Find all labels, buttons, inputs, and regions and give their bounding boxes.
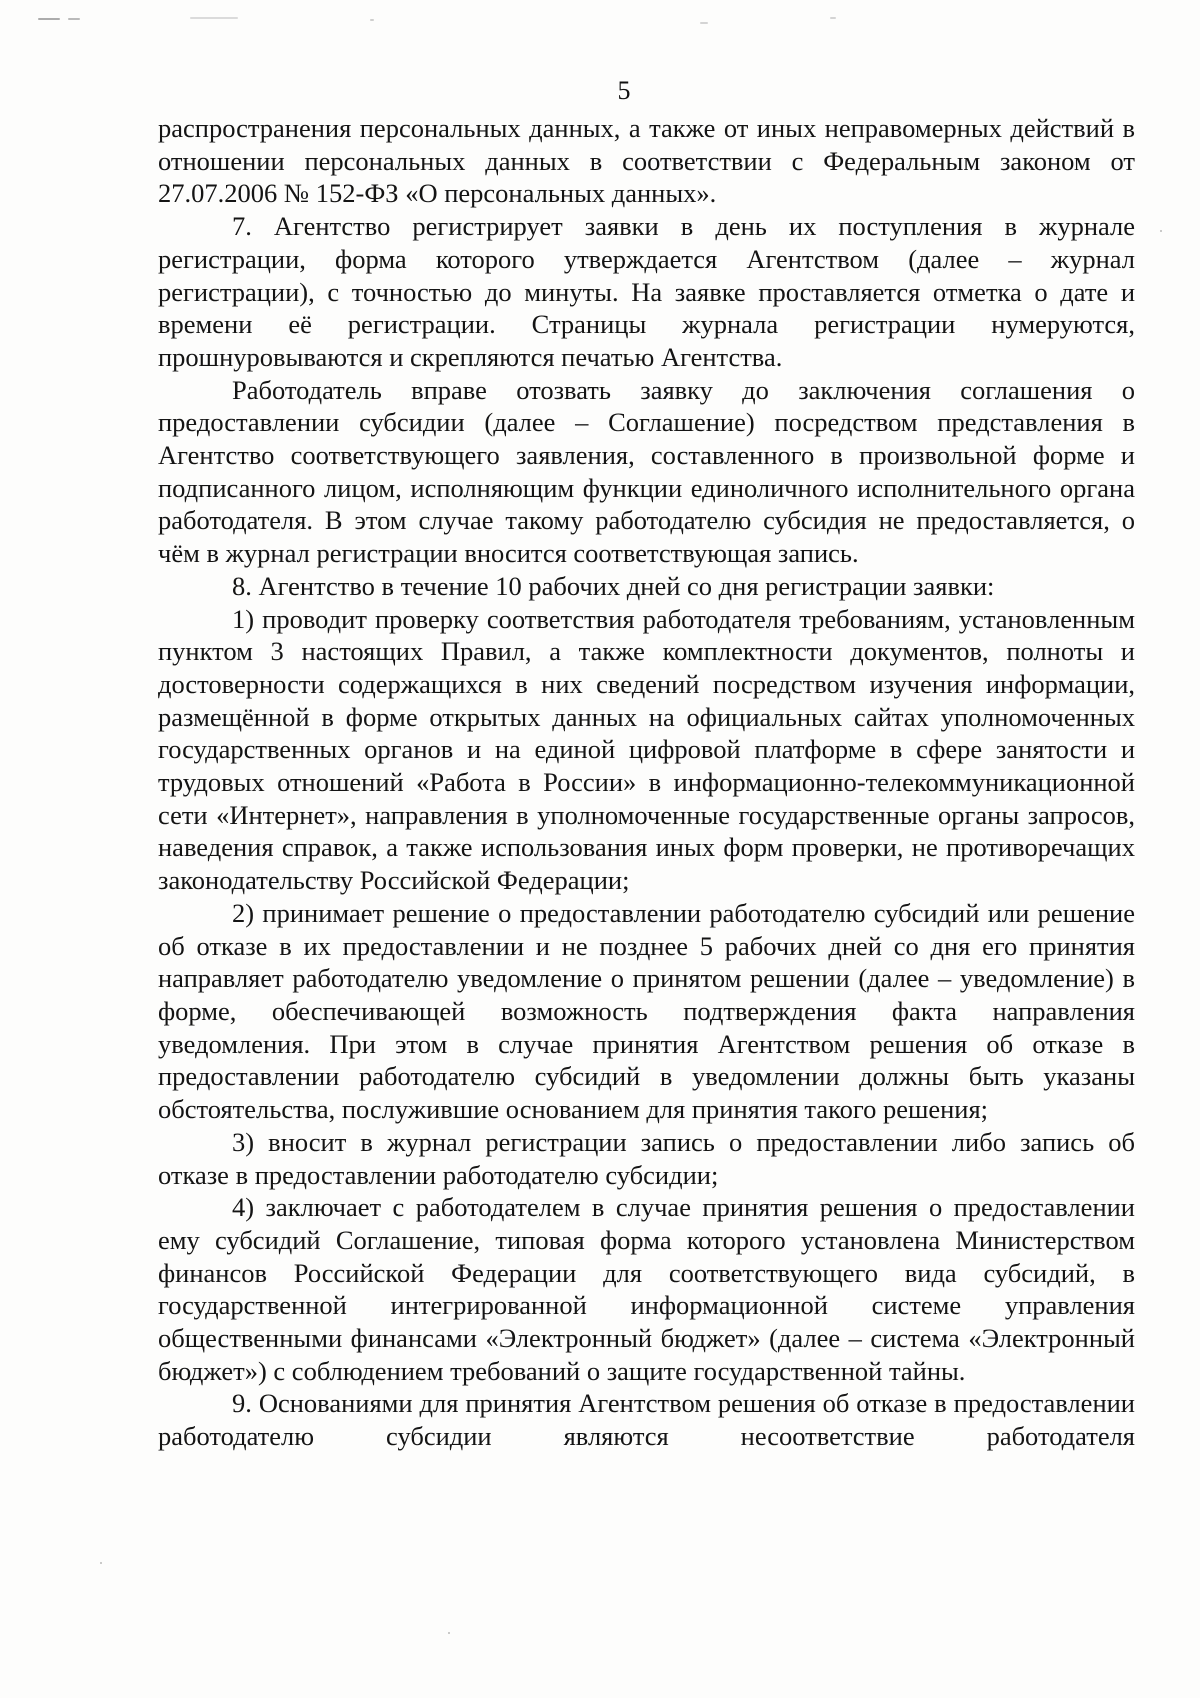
document-body [158, 112, 1135, 1453]
paragraph-p7: 7. Агентство регистрирует заявки в день их поступления в журнале регистрации, форма которого утверждается Агентством (далее – журнал регистрации), с точностью до минуты. На заявке проставляется отметка о дате и времени её регистрации. Страницы журнала регистрации нумеруются, прошнуровываются и скрепляются печатью Агентства. [158, 211, 1135, 372]
scan-speck [448, 1632, 450, 1634]
paragraph-p9: 9. Основаниями для принятия Агентством решения об отказе в предоставлении работодателю субсидии являются несоответствие работодателя [158, 1388, 1135, 1452]
paragraph-cont: распространения персональных данных, а также от иных неправомерных действий в отношении персональных данных в соответствии с Федеральным законом от 27.07.2006 № 152-ФЗ «О персональных данных». [158, 113, 1135, 209]
scan-speck [370, 19, 374, 21]
paragraph-p8-1: 1) проводит проверку соответствия работодателя требованиям, установленным пунктом 3 настоящих Правил, а также комплектности документов, полноты и достоверности содержащихся в них сведений посредством изучения информации, размещённой в форме открытых данных на официальных сайтах уполномоченных государственных органов и на единой цифровой платформе в сфере занятости и трудовых отношений «Работа в России» в информационно-телекоммуникационной сети «Интернет», направления в уполномоченные государственные органы запросов, наведения справок, а также использования иных форм проверки, не противоречащих законодательству Российской Федерации; [158, 603, 1135, 896]
scan-speck [38, 18, 60, 20]
scan-speck [700, 22, 708, 24]
scan-speck [1160, 230, 1162, 232]
scan-speck [830, 17, 836, 19]
paragraph-p8-2: 2) принимает решение о предоставлении работодателю субсидий или решение об отказе в их предоставлении и не позднее 5 рабочих дней со дня его принятия направляет работодателю уведомление о принятом решении (далее – уведомление) в форме, обеспечивающей возможность подтверждения факта направления уведомления. При этом в случае принятия Агентством решения об отказе в предоставлении работодателю субсидий в уведомлении должны быть указаны обстоятельства, послужившие основанием для принятия такого решения; [158, 897, 1135, 1125]
paragraph-p8-4: 4) заключает с работодателем в случае принятия решения о предоставлении ему субсидий Соглашение, типовая форма которого установлена Министерством финансов Российской Федерации для соответствующего вида субсидий, в государственной интегрированной информационной системе управления общественными финансами «Электронный бюджет» (далее – система «Электронный бюджет») с соблюдением требований о защите государственной тайны. [158, 1192, 1135, 1386]
paragraph-p8: 8. Агентство в течение 10 рабочих дней со дня регистрации заявки: [232, 570, 995, 601]
page-number: 5 [617, 76, 631, 105]
scan-speck [190, 17, 238, 19]
paragraph-p8-3: 3) вносит в журнал регистрации запись о предоставлении либо запись об отказе в предоставлении работодателю субсидии; [158, 1126, 1135, 1190]
paragraph-p7-withdraw: Работодатель вправе отозвать заявку до заключения соглашения о предоставлении субсидии (далее – Соглашение) посредством представления в Агентство соответствующего заявления, составленного в произвольной форме и подписанного лицом, исполняющим функции единоличного исполнительного органа работодателя. В этом случае такому работодателю субсидия не предоставляется, о чём в журнал регистрации вносится соответствующая запись. [158, 374, 1135, 569]
scan-speck [100, 1562, 102, 1564]
scan-speck [68, 18, 80, 20]
